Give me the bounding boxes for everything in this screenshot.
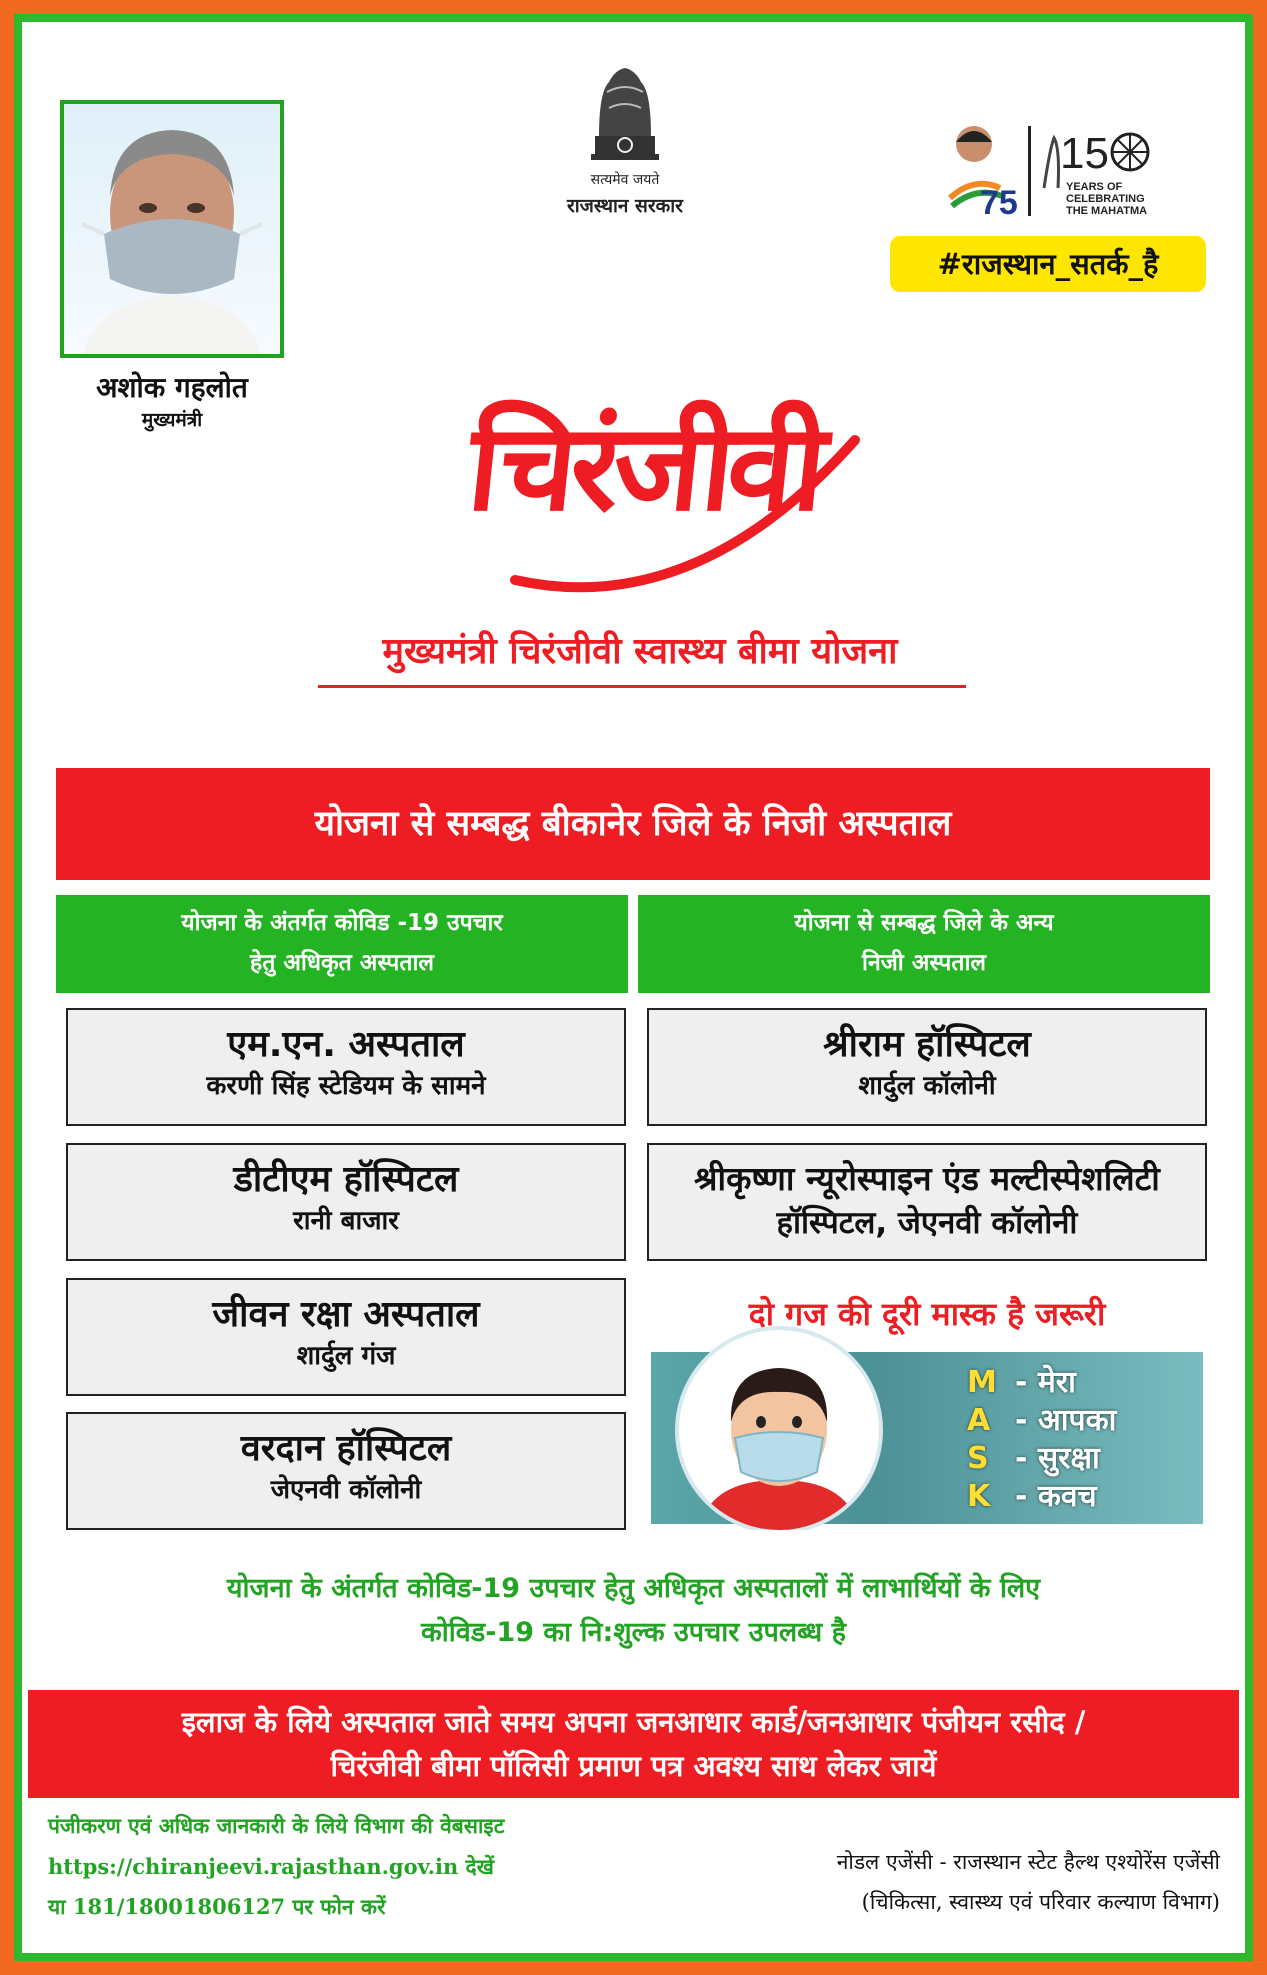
cm-designation: मुख्यमंत्री bbox=[141, 409, 203, 431]
documents-reminder-bar bbox=[28, 1690, 1239, 1798]
footer-nodal-agency: नोडल एजेंसी - राजस्थान स्टेट हैल्थ एश्योरेंस एजेंसी bbox=[836, 1850, 1220, 1874]
hospital-name: श्रीकृष्णा न्यूरोस्पाइन एंड मल्टीस्पेशलिटी bbox=[694, 1159, 1160, 1198]
free-treatment-notice-line1: योजना के अंतर्गत कोविड-19 उपचार हेतु अधिकृत अस्पतालों में लाभार्थियों के लिए bbox=[226, 1573, 1041, 1604]
cm-portrait-photo bbox=[60, 100, 284, 358]
hospital-name: एम.एन. अस्पताल bbox=[227, 1024, 465, 1065]
masked-face-icon bbox=[679, 1330, 879, 1530]
covid-authorized-header-line2: हेतु अधिकृत अस्पताल bbox=[249, 950, 435, 976]
free-treatment-notice-line2: कोविड-19 का नि:शुल्क उपचार उपलब्ध है bbox=[421, 1617, 846, 1648]
svg-text:75: 75 bbox=[980, 184, 1018, 222]
mask-word: - सुरक्षा bbox=[1015, 1441, 1100, 1476]
hospital-name: जीवन रक्षा अस्पताल bbox=[212, 1294, 480, 1335]
other-private-header bbox=[638, 895, 1210, 993]
portrait-illustration bbox=[64, 104, 280, 354]
masked-boy-illustration bbox=[675, 1326, 883, 1530]
district-hospitals-banner: योजना से सम्बद्ध बीकानेर जिले के निजी अस्पताल bbox=[56, 768, 1210, 880]
logo-mahatma-text: THE MAHATMA bbox=[1066, 205, 1148, 217]
documents-reminder-line1: इलाज के लिये अस्पताल जाते समय अपना जनआधार कार्ड/जनआधार पंजीयन रसीद / bbox=[181, 1705, 1086, 1739]
svg-text:15: 15 bbox=[1060, 129, 1109, 178]
logo-celebrating-text: CELEBRATING bbox=[1066, 193, 1145, 205]
hospital-address: शार्दुल गंज bbox=[296, 1341, 396, 1371]
hospital-card bbox=[66, 1143, 626, 1261]
mask-row-m bbox=[967, 1360, 1197, 1401]
mask-row-k bbox=[967, 1474, 1197, 1515]
mask-letter: S bbox=[967, 1441, 989, 1476]
hospital-address: शार्दुल कॉलोनी bbox=[858, 1071, 996, 1101]
footer-helpline: या 181/18001806127 पर फोन करें bbox=[48, 1894, 386, 1919]
government-name: राजस्थान सरकार bbox=[567, 195, 683, 217]
mask-row-a bbox=[967, 1398, 1197, 1439]
hospital-card bbox=[647, 1008, 1207, 1126]
brand-title: चिरंजीवी bbox=[462, 397, 828, 538]
covid-authorized-header-line1: योजना के अंतर्गत कोविड -19 उपचार bbox=[181, 910, 503, 936]
mask-panel-title: दो गज की दूरी मास्क है जरूरी bbox=[748, 1295, 1106, 1333]
covid-authorized-header bbox=[56, 895, 628, 993]
hospital-name: डीटीएम हॉस्पिटल bbox=[233, 1159, 459, 1200]
azadi-75-gandhi-150-logo bbox=[940, 118, 1160, 228]
hospital-card bbox=[66, 1008, 626, 1126]
mask-awareness-panel bbox=[647, 1282, 1207, 1530]
hospital-card bbox=[66, 1278, 626, 1396]
mask-letter: M bbox=[967, 1365, 997, 1400]
footer-website-link[interactable]: https://chiranjeevi.rajasthan.gov.in देखें bbox=[48, 1854, 494, 1879]
hospital-card bbox=[647, 1143, 1207, 1261]
footer-department: (चिकित्सा, स्वास्थ्य एवं परिवार कल्याण विभाग) bbox=[861, 1890, 1220, 1914]
scheme-underline bbox=[318, 685, 966, 688]
hospital-address: करणी सिंह स्टेडियम के सामने bbox=[206, 1071, 486, 1101]
hospital-address: जेएनवी कॉलोनी bbox=[270, 1475, 422, 1505]
mask-word: - कवच bbox=[1015, 1479, 1097, 1514]
emblem-motto: सत्यमेव जयते bbox=[590, 172, 660, 188]
hospital-name: श्रीराम हॉस्पिटल bbox=[823, 1024, 1031, 1065]
other-private-header-line2: निजी अस्पताल bbox=[862, 950, 986, 976]
other-private-header-line1: योजना से सम्बद्ध जिले के अन्य bbox=[794, 910, 1054, 936]
mask-panel-scene bbox=[651, 1352, 1203, 1524]
mask-word: - मेरा bbox=[1015, 1365, 1076, 1400]
campaign-hashtag: #राजस्थान_सतर्क_है bbox=[890, 236, 1206, 292]
ashoka-emblem-icon bbox=[585, 52, 665, 172]
hospital-address: रानी बाजार bbox=[293, 1206, 399, 1236]
footer-registration-info: पंजीकरण एवं अधिक जानकारी के लिये विभाग की वेबसाइट bbox=[48, 1813, 505, 1838]
hospital-card bbox=[66, 1412, 626, 1530]
scheme-name: मुख्यमंत्री चिरंजीवी स्वास्थ्य बीमा योजना bbox=[382, 631, 898, 672]
mask-letter: K bbox=[967, 1479, 991, 1514]
cm-name: अशोक गहलोत bbox=[96, 371, 248, 404]
hospital-address: हॉस्पिटल, जेएनवी कॉलोनी bbox=[776, 1205, 1078, 1241]
logo-years-text: YEARS OF bbox=[1066, 181, 1123, 193]
mask-row-s bbox=[967, 1436, 1197, 1477]
documents-reminder-line2: चिरंजीवी बीमा पॉलिसी प्रमाण पत्र अवश्य साथ लेकर जायें bbox=[330, 1749, 937, 1783]
mask-letter: A bbox=[967, 1403, 991, 1438]
hospital-name: वरदान हॉस्पिटल bbox=[240, 1428, 452, 1469]
mask-word: - आपका bbox=[1015, 1403, 1117, 1438]
